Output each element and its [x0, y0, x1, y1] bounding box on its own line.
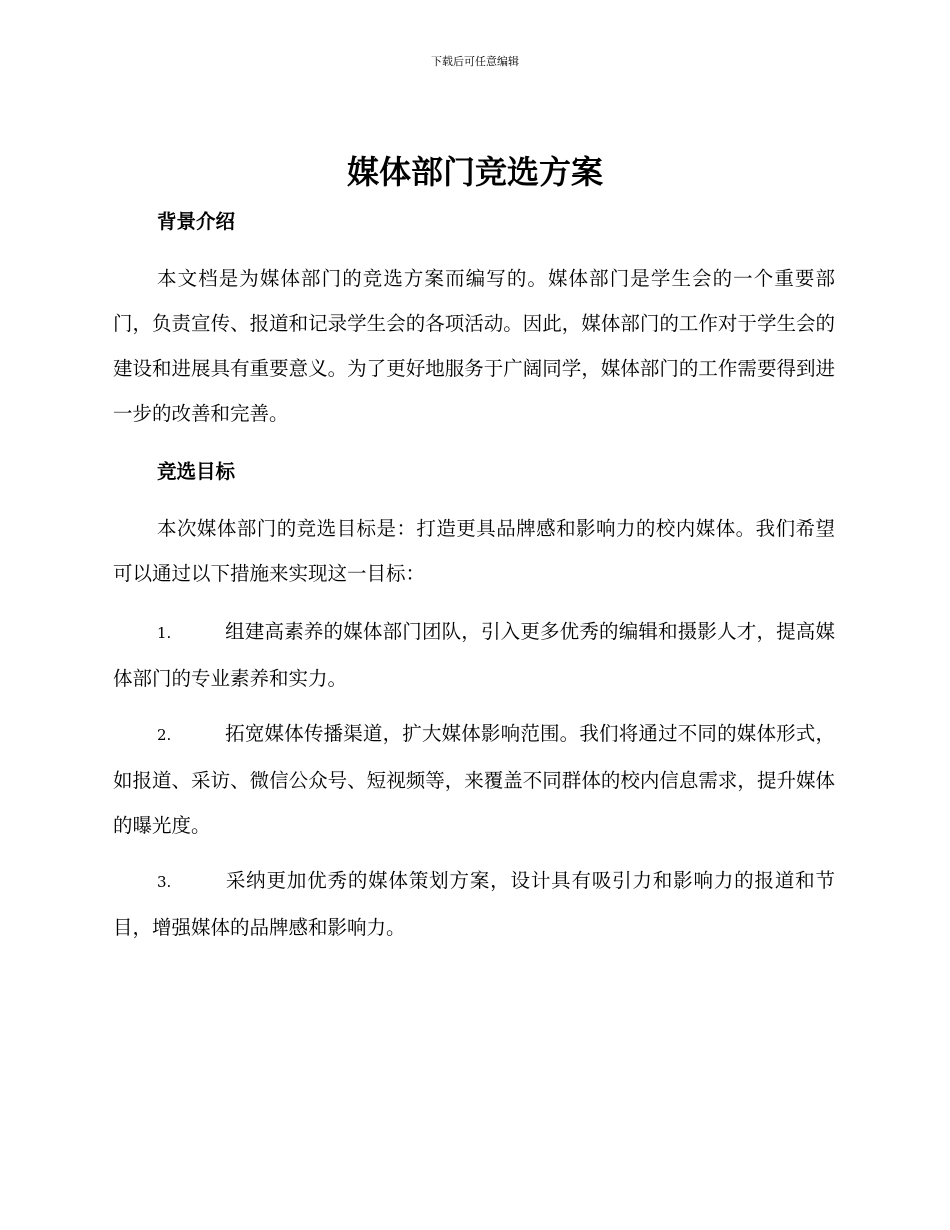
list-item — [113, 711, 835, 848]
section-heading-background: 背景介绍 — [157, 210, 236, 233]
document-title: 媒体部门竞选方案 — [346, 153, 603, 191]
list-item-text: 组建高素养的媒体部门团队，引入更多优秀的编辑和摄影人才，提高媒体部门的专业素养和实力。 — [113, 620, 835, 690]
goals-paragraph: 本次媒体部门的竞选目标是：打造更具品牌感和影响力的校内媒体。我们希望可以通过以下措施来实现这一目标： — [113, 517, 835, 585]
list-item — [113, 609, 835, 701]
list-item-number: 1. — [157, 624, 172, 642]
page-header-note: 下载后可任意编辑 — [431, 55, 519, 68]
list-item-number: 3. — [157, 873, 172, 891]
section-heading-goals: 竞选目标 — [157, 460, 236, 483]
list-item-text: 拓宽媒体传播渠道，扩大媒体影响范围。我们将通过不同的媒体形式，如报道、采访、微信公众号、短视频等，来覆盖不同群体的校内信息需求，提升媒体的曝光度。 — [113, 722, 835, 837]
list-item-number: 2. — [157, 726, 172, 744]
list-item — [113, 858, 835, 950]
background-paragraph: 本文档是为媒体部门的竞选方案而编写的。媒体部门是学生会的一个重要部门，负责宣传、报道和记录学生会的各项活动。因此，媒体部门的工作对于学生会的建设和进展具有重要意义。为了更好地服务于广阔同学，媒体部门的工作需要得到进一步的改善和完善。 — [113, 267, 835, 425]
list-item-text: 采纳更加优秀的媒体策划方案，设计具有吸引力和影响力的报道和节目，增强媒体的品牌感和影响力。 — [113, 869, 835, 939]
